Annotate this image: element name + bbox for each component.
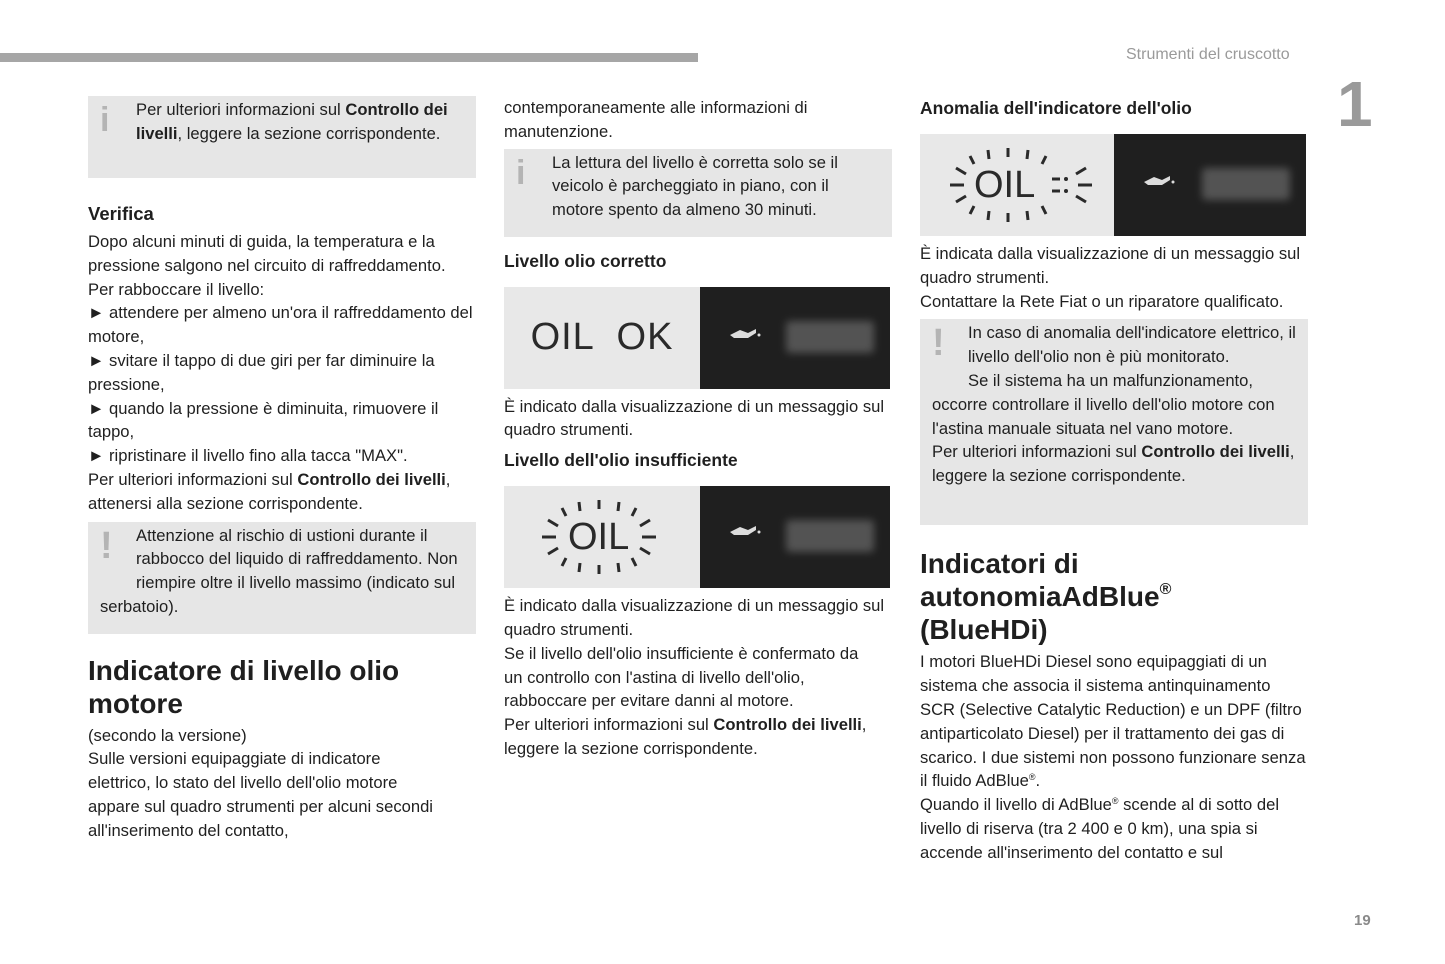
bullet-item: ► ripristinare il livello fino alla tacca "MAX". — [88, 446, 408, 466]
oil-anomaly-display — [920, 134, 1306, 236]
anomaly-text: È indicata dalla visualizzazione di un messaggio sul quadro strumenti. — [920, 244, 1301, 287]
verifica-text: Dopo alcuni minuti di guida, la temperatura e la pressione salgono nel circuito di raffreddamento. — [88, 232, 446, 275]
bullet-item: ► attendere per almeno un'ora il raffreddamento del motore, — [88, 303, 473, 347]
oil-can-icon — [1140, 170, 1180, 190]
adblue-heading: Indicatori di autonomiaAdBlue® (BlueHDi) — [920, 548, 1172, 646]
more-info-text: Per ulteriori informazioni sul Controllo dei livelli, attenersi alla sezione corrispondente. — [88, 469, 451, 513]
adblue-text: I motori BlueHDi Diesel sono equipaggiati di un sistema che associa il sistema antinquinamento SCR (Selective Catalytic Reduction) e un DPF (filtro antiparticolato Diesel) per il trattamento dei gas di scarico. I due sistemi non possono funzionare senza il fluido AdBlue®. — [920, 652, 1306, 791]
page-number: 19 — [1354, 912, 1371, 929]
oil-low-label: OIL — [568, 516, 630, 559]
verifica-heading: Verifica — [88, 203, 154, 224]
bullet-item: ► quando la pressione è diminuita, rimuovere il tappo, — [88, 398, 439, 442]
warning-note: ! In caso di anomalia dell'indicatore elettrico, il livello dell'olio non è più monitorato. Se il sistema ha un malfunzionamento, occorre controllare il livello dell'olio motore con l'astina manuale situata nel vano motore. Per ulteriori informazioni sul Controllo dei livelli, leggere la sezione corrispondente. — [920, 319, 1308, 525]
oil-version-note: (secondo la versione) — [88, 725, 247, 745]
info-note: i La lettura del livello è corretta solo se il veicolo è parcheggiato in piano, con il motore spento da almeno 30 minuti. — [504, 149, 892, 237]
column-left — [88, 96, 476, 843]
oil-can-icon — [726, 520, 766, 540]
adblue-reserve-text: Quando il livello di AdBlue® scende al di sotto del livello di riserva (tra 2 400 e 0 km), una spia si accende all'inserimento del contatto e sul — [920, 795, 1280, 862]
oil-insufficient-text: È indicato dalla visualizzazione di un messaggio sul quadro strumenti. — [504, 596, 885, 639]
oil-insufficient-heading: Livello dell'olio insufficiente — [504, 450, 738, 471]
more-info-text: Per ulteriori informazioni sul Controllo dei livelli, leggere la sezione corrispondente. — [504, 715, 867, 758]
oil-ok-label: OIL OK — [530, 316, 674, 359]
warning-icon: ! — [100, 524, 113, 567]
maintenance-text: contemporaneamente alle informazioni di manutenzione. — [504, 98, 808, 141]
section-title: Strumenti del cruscotto — [1126, 46, 1290, 63]
oil-correct-heading: Livello olio corretto — [504, 250, 667, 271]
bullet-item: ► svitare il tappo di due giri per far diminuire la pressione, — [88, 350, 435, 394]
header-bar — [0, 53, 698, 62]
blurred-message — [786, 321, 874, 353]
chapter-number: 1 — [1337, 68, 1373, 140]
oil-insufficient-advice: Se il livello dell'olio insufficiente è confermato da un controllo con l'astina di livello dell'olio, rabboccare per evitare danni al motore. — [504, 643, 859, 711]
info-icon: i — [516, 153, 526, 192]
warning-note: ! Attenzione al rischio di ustioni durante il rabbocco del liquido di raffreddamento. Non riempire oltre il livello massimo (indicato sul serbatoio). — [88, 522, 476, 634]
anomaly-heading: Anomalia dell'indicatore dell'olio — [920, 98, 1192, 118]
column-middle — [504, 96, 892, 761]
oil-level-heading: Indicatore di livello olio motore — [88, 654, 400, 719]
blurred-message — [786, 520, 874, 552]
anomaly-contact: Contattare la Rete Fiat o un riparatore qualificato. — [920, 291, 1284, 311]
oil-ok-display — [504, 287, 890, 389]
info-note: i Per ulteriori informazioni sul Controllo dei livelli, leggere la sezione corrispondente. — [88, 96, 476, 178]
info-icon: i — [100, 101, 110, 139]
warning-icon: ! — [932, 322, 945, 365]
column-right — [920, 96, 1308, 865]
oil-anomaly-label: OIL — [974, 164, 1036, 206]
blurred-message — [1202, 168, 1290, 200]
oil-correct-text: È indicato dalla visualizzazione di un messaggio sul quadro strumenti. — [504, 396, 885, 440]
oil-can-icon — [726, 323, 766, 343]
verifica-intro: Per rabboccare il livello: — [88, 279, 265, 299]
oil-level-text: Sulle versioni equipaggiate di indicatore elettrico, lo stato del livello dell'olio motore appare sul quadro strumenti per alcuni secondi all'inserimento del contatto, — [88, 749, 433, 840]
oil-low-display — [504, 486, 890, 588]
